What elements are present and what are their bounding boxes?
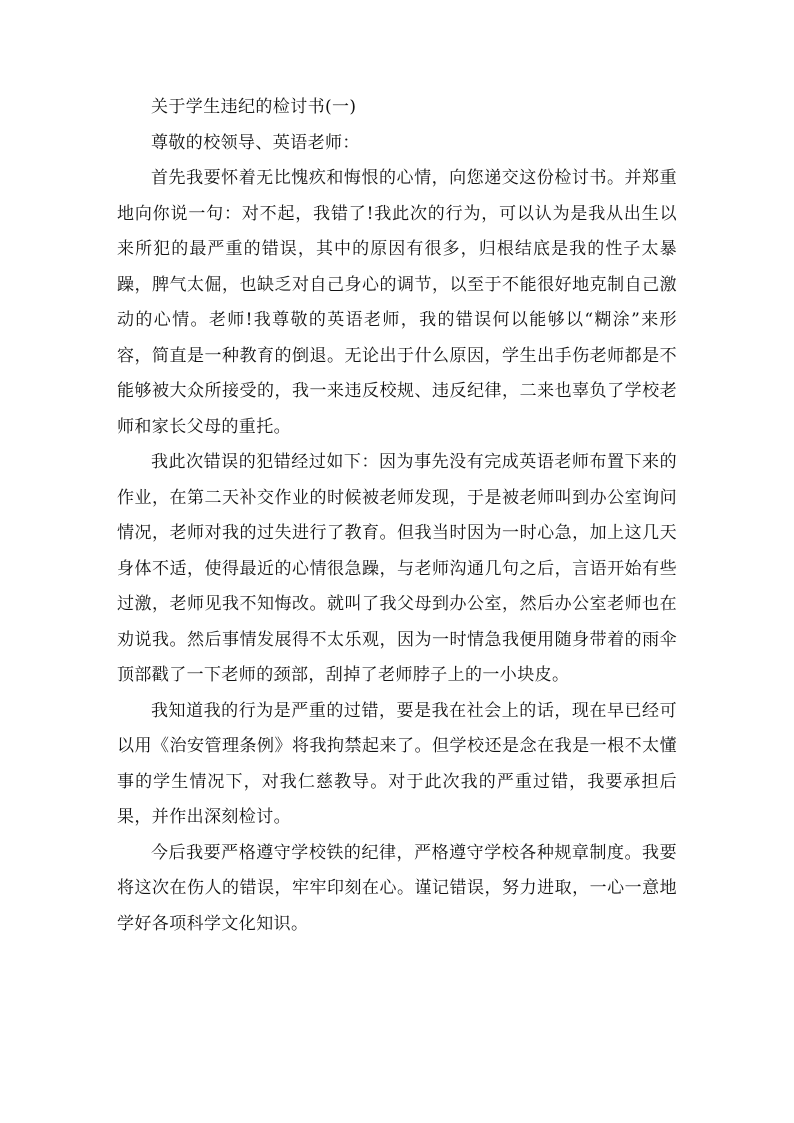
- document-page: [117, 90, 677, 942]
- salutation: 尊敬的校领导、英语老师：: [151, 132, 360, 153]
- paragraph-incident: 我此次错误的犯错经过如下：因为事先没有完成英语老师布置下来的作业，在第二天补交作业的时候被老师发现，于是被老师叫到办公室询问情况，老师对我的过失进行了教育。但我当时因为一时心急，加上这几天身体不适，使得最近的心情很急躁，与老师沟通几句之后，言语开始有些过激，老师见我不知悔改。就叫了我父母到办公室，然后办公室老师也在劝说我。然后事情发展得不太乐观，因为一时情急我便用随身带着的雨伞顶部戳了一下老师的颈部，刮掉了老师脖子上的一小块皮。: [117, 452, 677, 685]
- paragraph-reflection: 我知道我的行为是严重的过错，要是我在社会上的话，现在早已经可以用《治安管理条例》将我拘禁起来了。但学校还是念在我是一根不太懂事的学生情况下，对我仁慈教导。对于此次我的严重过错，我要承担后果，并作出深刻检讨。: [117, 700, 677, 827]
- paragraph-resolution: 今后我要严格遵守学校铁的纪律，严格遵守学校各种规章制度。我要将这次在伤人的错误，牢牢印刻在心。谨记错误，努力进取，一心一意地学好各项科学文化知识。: [117, 842, 677, 934]
- document-title: 关于学生违纪的检讨书(一): [151, 97, 357, 117]
- paragraph-apology: 首先我要怀着无比愧疚和悔恨的心情，向您递交这份检讨书。并郑重地向你说一句：对不起，我错了!我此次的行为，可以认为是我从出生以来所犯的最严重的错误，其中的原因有很多，归根结底是我的性子太暴躁，脾气太倔，也缺乏对自己身心的调节，以至于不能很好地克制自己激动的心情。老师!我尊敬的英语老师，我的错误何以能够以“糊涂”来形容，简直是一种教育的倒退。无论出于什么原因，学生出手伤老师都是不能够被大众所接受的，我一来违反校规、违反纪律，二来也辜负了学校老师和家长父母的重托。: [117, 168, 677, 437]
